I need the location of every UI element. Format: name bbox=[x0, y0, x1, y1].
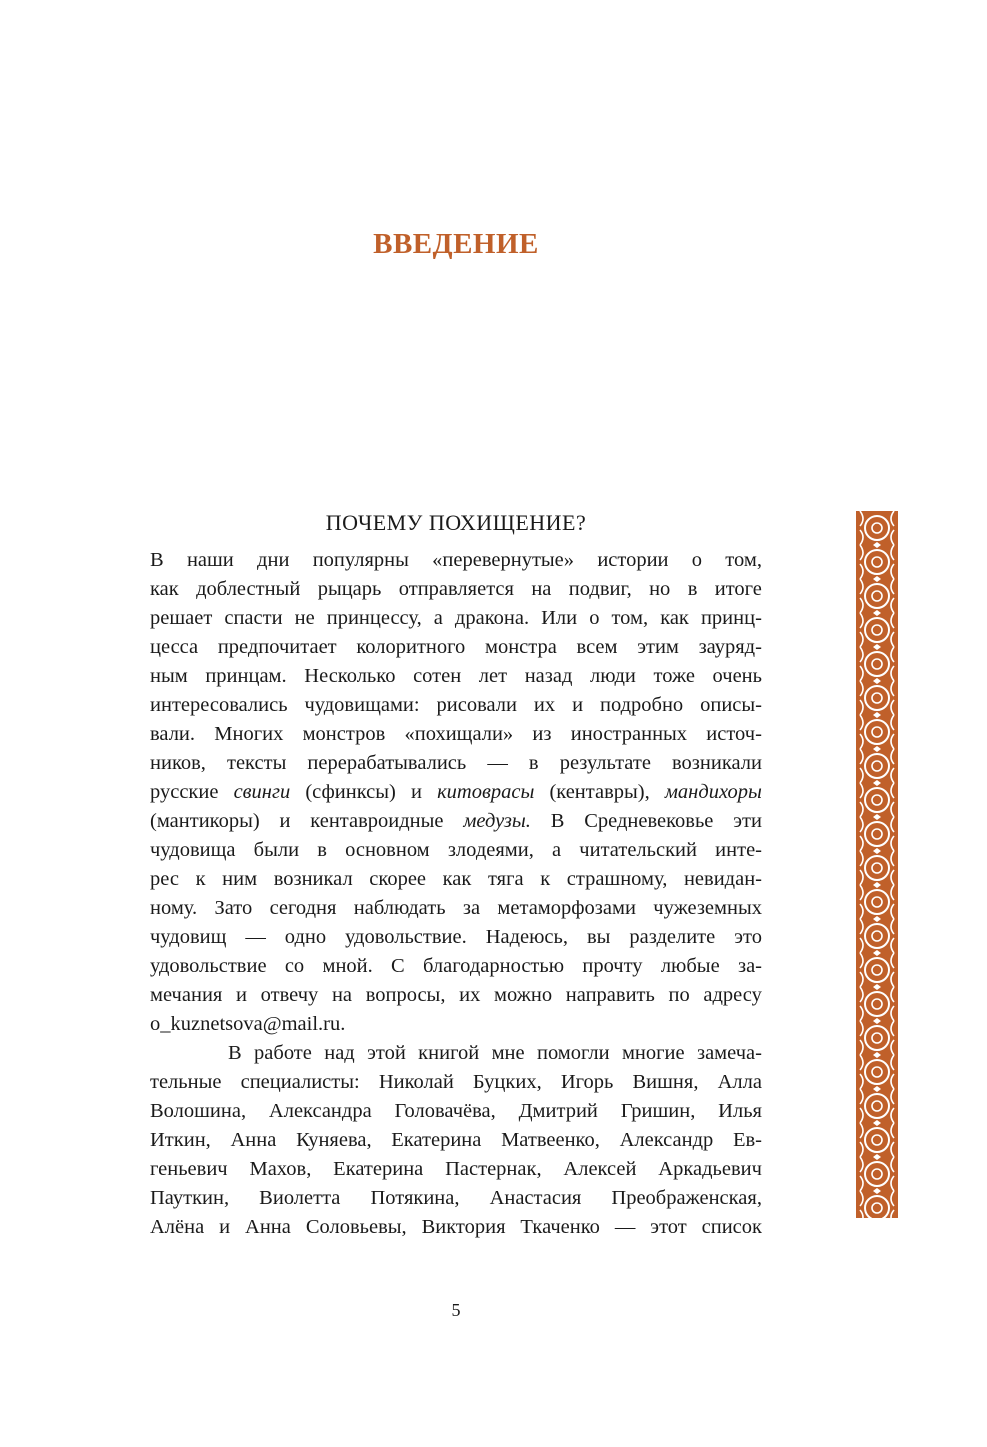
word: Волошина, bbox=[150, 1100, 247, 1122]
word: описы- bbox=[700, 694, 762, 716]
word: дракона. bbox=[454, 607, 530, 629]
word: Потякина, bbox=[370, 1187, 460, 1209]
word: Гришин, bbox=[620, 1100, 696, 1122]
word: помогли bbox=[536, 1042, 610, 1064]
word: этот bbox=[650, 1216, 687, 1238]
word: люди bbox=[590, 665, 636, 687]
text-line bbox=[150, 575, 762, 604]
word: В bbox=[150, 549, 164, 571]
word: Ткаченко bbox=[520, 1216, 600, 1238]
word: специалисты: bbox=[240, 1071, 360, 1093]
word: Пауткин, bbox=[150, 1187, 230, 1209]
word: не bbox=[294, 607, 315, 629]
text-line bbox=[150, 836, 762, 865]
word: Анна bbox=[230, 1129, 277, 1151]
word: над bbox=[324, 1042, 355, 1064]
word: спасти bbox=[224, 607, 283, 629]
text-line bbox=[150, 749, 762, 778]
word: итоге bbox=[714, 578, 762, 600]
word: адресу bbox=[703, 984, 762, 1006]
word: Головачёва, bbox=[394, 1100, 496, 1122]
page-number: 5 bbox=[451, 1300, 461, 1320]
word: цесса bbox=[150, 636, 199, 658]
word: подвиг, bbox=[568, 578, 632, 600]
word: на bbox=[331, 984, 353, 1006]
word: назад bbox=[524, 665, 573, 687]
word: решает bbox=[150, 607, 213, 629]
text-line bbox=[150, 865, 762, 894]
word: вали. bbox=[150, 723, 196, 745]
text-line bbox=[150, 720, 762, 749]
word: Махов, bbox=[249, 1158, 312, 1180]
word: «перевернутые» bbox=[432, 549, 575, 571]
word: Виолетта bbox=[259, 1187, 341, 1209]
word: как bbox=[660, 607, 689, 629]
word: доблестный bbox=[196, 578, 301, 600]
text-line bbox=[150, 1184, 762, 1213]
word: Виктория bbox=[421, 1216, 506, 1238]
word: — bbox=[614, 1216, 636, 1238]
word: и bbox=[236, 984, 247, 1006]
word: (кентавры), bbox=[549, 781, 650, 803]
word: интересовались bbox=[150, 694, 288, 716]
text-line bbox=[150, 894, 762, 923]
word: Екатерина bbox=[391, 1129, 482, 1151]
word: а bbox=[552, 839, 562, 861]
word: Преображенская, bbox=[611, 1187, 762, 1209]
word: это bbox=[734, 926, 762, 948]
word: Николай bbox=[378, 1071, 454, 1093]
word: Екатерина bbox=[333, 1158, 424, 1180]
word: к bbox=[540, 868, 551, 890]
text-line bbox=[150, 691, 762, 720]
word: разделите bbox=[629, 926, 716, 948]
text-line bbox=[150, 1068, 762, 1097]
word: работе bbox=[254, 1042, 312, 1064]
word: вопросы, bbox=[365, 984, 446, 1006]
word: страшному, bbox=[566, 868, 668, 890]
text-line bbox=[150, 662, 762, 691]
word: читательский bbox=[579, 839, 697, 861]
text-line bbox=[150, 1039, 762, 1068]
word: В bbox=[228, 1042, 242, 1064]
word: Средневековье bbox=[584, 810, 714, 832]
word: тельные bbox=[150, 1071, 222, 1093]
word: ным bbox=[150, 665, 188, 687]
word: Многих bbox=[214, 723, 284, 745]
word: Анастасия bbox=[489, 1187, 582, 1209]
word: их bbox=[533, 694, 556, 716]
word: вы bbox=[586, 926, 611, 948]
word: «похищали» bbox=[404, 723, 514, 745]
word: в bbox=[687, 578, 698, 600]
word: очень bbox=[712, 665, 762, 687]
word: (сфинксы) bbox=[305, 781, 396, 803]
word: принцам. bbox=[205, 665, 287, 687]
word: — bbox=[245, 926, 266, 948]
word: инте- bbox=[715, 839, 762, 861]
word: как bbox=[150, 578, 179, 600]
word: со bbox=[284, 955, 305, 977]
word: истории bbox=[597, 549, 669, 571]
text-line bbox=[150, 1126, 762, 1155]
word: монстров bbox=[302, 723, 386, 745]
word: возникали bbox=[672, 752, 762, 774]
word: Александра bbox=[268, 1100, 372, 1122]
ornamental-border bbox=[856, 511, 898, 1218]
word: свинги bbox=[233, 781, 291, 803]
word: одно bbox=[284, 926, 327, 948]
word: Илья bbox=[718, 1100, 762, 1122]
word: Александр bbox=[619, 1129, 714, 1151]
word: наши bbox=[186, 549, 234, 571]
word: отправляется bbox=[398, 578, 514, 600]
chapter-title: ВВЕДЕНИЕ bbox=[373, 228, 539, 260]
word: а bbox=[433, 607, 443, 629]
word: и bbox=[219, 1216, 231, 1238]
word: сотен bbox=[413, 665, 462, 687]
word: список bbox=[701, 1216, 762, 1238]
word: Иткин, bbox=[150, 1129, 211, 1151]
word: из bbox=[532, 723, 552, 745]
body-text bbox=[150, 546, 762, 1242]
word: подробно bbox=[599, 694, 684, 716]
word: источ- bbox=[706, 723, 762, 745]
word: Алёна bbox=[150, 1216, 205, 1238]
word: Матвеенко, bbox=[501, 1129, 600, 1151]
word: книгой bbox=[418, 1042, 480, 1064]
word: этим bbox=[637, 636, 679, 658]
word: иностранных bbox=[570, 723, 688, 745]
word: Дмитрий bbox=[518, 1100, 598, 1122]
word: принцессу, bbox=[326, 607, 422, 629]
text-line bbox=[150, 807, 762, 836]
word: Надеюсь, bbox=[485, 926, 569, 948]
text-line bbox=[150, 778, 762, 807]
word: чудовища bbox=[150, 839, 236, 861]
word: (мантикоры) bbox=[150, 810, 260, 832]
word: к bbox=[195, 868, 206, 890]
word: злодеями, bbox=[447, 839, 534, 861]
paragraph-1 bbox=[150, 546, 762, 1039]
word: мне bbox=[491, 1042, 525, 1064]
word: o_kuznetsova@mail.ru. bbox=[150, 1013, 346, 1035]
word: мечания bbox=[150, 984, 223, 1006]
word: на bbox=[531, 578, 552, 600]
word: Алексей bbox=[563, 1158, 637, 1180]
word: монстра bbox=[484, 636, 557, 658]
word: в bbox=[317, 839, 327, 861]
text-line bbox=[150, 546, 762, 575]
text-line bbox=[150, 1097, 762, 1126]
word: благодарностью bbox=[423, 955, 565, 977]
word: перерабатывались bbox=[307, 752, 467, 774]
word: С bbox=[391, 955, 405, 977]
word: этой bbox=[367, 1042, 406, 1064]
word: Несколько bbox=[304, 665, 396, 687]
word: за- bbox=[737, 955, 762, 977]
text-line bbox=[150, 604, 762, 633]
word: за bbox=[462, 897, 481, 919]
word: в bbox=[528, 752, 539, 774]
word: сегодня bbox=[269, 897, 337, 919]
word: медузы. bbox=[463, 810, 531, 832]
word: ним bbox=[222, 868, 258, 890]
word: чужеземных bbox=[653, 897, 762, 919]
word: В bbox=[550, 810, 565, 832]
word: скорее bbox=[369, 868, 427, 890]
word: том, bbox=[611, 607, 649, 629]
text-line bbox=[150, 1213, 762, 1242]
word: наблюдать bbox=[353, 897, 446, 919]
word: рыцарь bbox=[317, 578, 382, 600]
text-line bbox=[150, 1155, 762, 1184]
word: о bbox=[691, 549, 703, 571]
word: отвечу bbox=[260, 984, 319, 1006]
word: Или bbox=[541, 607, 578, 629]
word: рисовали bbox=[436, 694, 517, 716]
word: многие bbox=[621, 1042, 685, 1064]
word: прочту bbox=[582, 955, 643, 977]
word: том, bbox=[725, 549, 762, 571]
word: Буцких, bbox=[472, 1071, 542, 1093]
word: были bbox=[253, 839, 300, 861]
word: Ев- bbox=[732, 1129, 762, 1151]
word: колоритного bbox=[356, 636, 466, 658]
word: дни bbox=[257, 549, 290, 571]
word: как bbox=[442, 868, 472, 890]
text-line bbox=[150, 981, 762, 1010]
word: их bbox=[459, 984, 481, 1006]
word: невидан- bbox=[683, 868, 762, 890]
word: Анна bbox=[245, 1216, 291, 1238]
word: тексты bbox=[227, 752, 287, 774]
word: можно bbox=[494, 984, 553, 1006]
word: и bbox=[410, 781, 422, 803]
word: ному. bbox=[150, 897, 198, 919]
word: и bbox=[572, 694, 584, 716]
word: по bbox=[668, 984, 690, 1006]
text-line bbox=[150, 633, 762, 662]
word: рес bbox=[150, 868, 179, 890]
word: — bbox=[487, 752, 508, 774]
word: метаморфозами bbox=[497, 897, 636, 919]
word: предпочитает bbox=[217, 636, 337, 658]
word: любые bbox=[660, 955, 720, 977]
word: русские bbox=[150, 781, 219, 803]
word: тоже bbox=[653, 665, 695, 687]
word: Алла bbox=[717, 1071, 762, 1093]
word: чудовищ bbox=[150, 926, 227, 948]
word: возникал bbox=[273, 868, 353, 890]
word: удовольствие bbox=[150, 955, 267, 977]
word: Зато bbox=[214, 897, 253, 919]
word: мной. bbox=[322, 955, 373, 977]
word: и bbox=[279, 810, 291, 832]
word: Пастернак, bbox=[445, 1158, 542, 1180]
word: ников, bbox=[150, 752, 206, 774]
word: эти bbox=[733, 810, 762, 832]
word: зауряд- bbox=[698, 636, 762, 658]
word: популярны bbox=[312, 549, 409, 571]
paragraph-2 bbox=[150, 1039, 762, 1242]
word: китоврасы bbox=[437, 781, 535, 803]
text-line bbox=[150, 1010, 762, 1039]
word: мандихоры bbox=[664, 781, 762, 803]
word: чудовищами: bbox=[304, 694, 420, 716]
section-heading: ПОЧЕМУ ПОХИЩЕНИЕ? bbox=[325, 510, 587, 535]
word: направить bbox=[565, 984, 655, 1006]
word: Вишня, bbox=[632, 1071, 699, 1093]
word: принц- bbox=[700, 607, 762, 629]
text-line bbox=[150, 952, 762, 981]
word: Куняева, bbox=[296, 1129, 372, 1151]
word: Соловьевы, bbox=[305, 1216, 407, 1238]
word: всем bbox=[576, 636, 618, 658]
word: результате bbox=[559, 752, 651, 774]
word: геньевич bbox=[150, 1158, 228, 1180]
word: но bbox=[649, 578, 671, 600]
text-line bbox=[150, 923, 762, 952]
word: тяга bbox=[487, 868, 524, 890]
word: лет bbox=[478, 665, 508, 687]
word: о bbox=[589, 607, 600, 629]
word: кентавроидные bbox=[310, 810, 444, 832]
word: замеча- bbox=[696, 1042, 762, 1064]
word: Аркадьевич bbox=[658, 1158, 762, 1180]
word: удовольствие. bbox=[345, 926, 467, 948]
word: основном bbox=[345, 839, 430, 861]
word: Игорь bbox=[560, 1071, 614, 1093]
